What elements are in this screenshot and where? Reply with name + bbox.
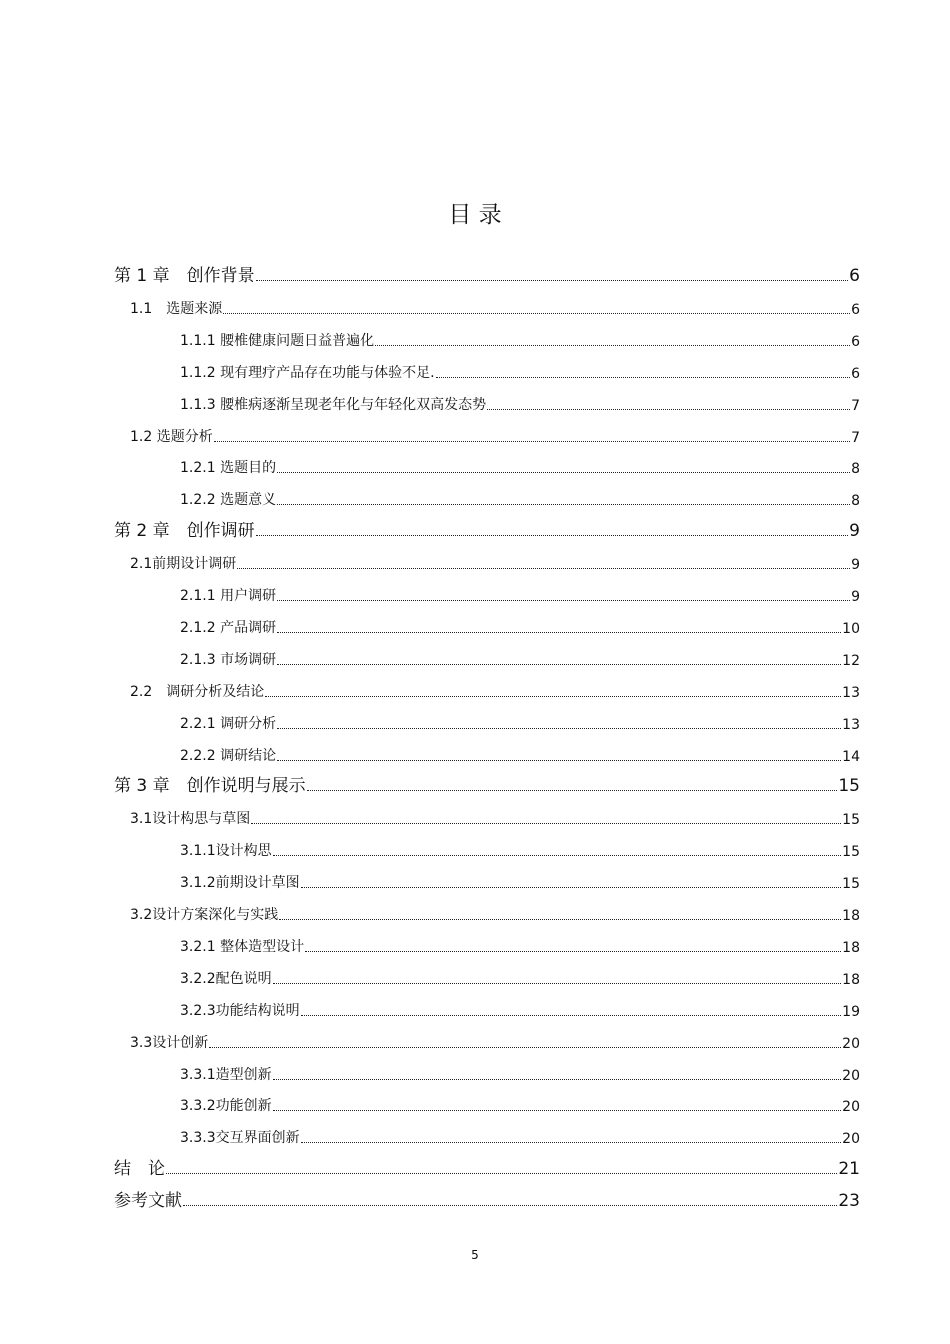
toc-entry[interactable] (180, 485, 860, 509)
toc-entry[interactable] (130, 294, 860, 318)
toc-entry[interactable] (180, 996, 860, 1020)
toc-entry-label: 结 论 (114, 1159, 165, 1180)
dot-leader (214, 427, 850, 442)
toc-entry-label: 2.1.3 市场调研 (180, 651, 277, 668)
toc-entry[interactable] (180, 868, 860, 892)
toc-entry-label: 3.2.1 整体造型设计 (180, 938, 305, 955)
dot-leader (375, 331, 850, 346)
dot-leader (436, 363, 851, 378)
toc-entry[interactable] (130, 549, 860, 573)
toc-entry[interactable] (114, 517, 860, 541)
toc-entry[interactable] (114, 1187, 860, 1211)
toc-entry-page: 19 (842, 1003, 860, 1020)
dot-leader (301, 1128, 842, 1143)
toc-title: 目 录 (448, 202, 502, 228)
toc-entry[interactable] (180, 1091, 860, 1115)
toc-entry[interactable] (130, 422, 860, 446)
toc-entry[interactable] (130, 677, 860, 701)
dot-leader (277, 746, 841, 761)
toc-entry-page: 20 (842, 1131, 860, 1148)
dot-leader (301, 1001, 842, 1016)
toc-entry-label: 2.1.1 用户调研 (180, 588, 277, 604)
toc-entry-page: 6 (849, 266, 860, 286)
toc-entry[interactable] (180, 709, 860, 733)
dot-leader (273, 1096, 842, 1111)
dot-leader (487, 395, 850, 410)
dot-leader (277, 714, 841, 729)
dot-leader (251, 809, 841, 824)
toc-entry-page: 7 (851, 397, 860, 414)
toc-entry[interactable] (114, 1155, 860, 1179)
toc-entry-page: 6 (851, 365, 860, 382)
toc-entry-page: 6 (851, 333, 860, 350)
toc-entry-label: 1.1.2 现有理疗产品存在功能与体验不足. (180, 364, 435, 381)
toc-entry-page: 20 (842, 1099, 860, 1116)
toc-entry-label: 3.3.3交互界面创新 (180, 1130, 300, 1147)
toc-entry[interactable] (130, 804, 860, 828)
toc-entry-label: 1.2.1 选题目的 (180, 460, 277, 477)
dot-leader (223, 299, 850, 314)
toc-entry-page: 18 (842, 939, 860, 956)
toc-entry-page: 15 (842, 876, 860, 893)
toc-entry[interactable] (180, 358, 860, 382)
dot-leader (279, 905, 841, 920)
toc-entry[interactable] (114, 772, 860, 796)
toc-entry-page: 15 (842, 812, 860, 829)
toc-entry-page: 15 (838, 776, 860, 797)
toc-entry-page: 21 (838, 1159, 860, 1180)
toc-entry-label: 1.1.1 腰椎健康问题日益普遍化 (180, 332, 375, 349)
dot-leader (273, 969, 842, 984)
toc-entry-page: 13 (842, 684, 860, 701)
toc-entry[interactable] (180, 836, 860, 860)
toc-entry-label: 3.3.1造型创新 (180, 1066, 272, 1083)
toc-entry-page: 9 (851, 557, 860, 574)
dot-leader (265, 682, 841, 697)
toc-entry-page: 12 (842, 652, 860, 669)
toc-entry-label: 1.2.2 选题意义 (180, 492, 277, 509)
toc-entry-label: 参考文献 (114, 1191, 182, 1212)
dot-leader (277, 618, 841, 633)
toc-entry[interactable] (180, 932, 860, 956)
dot-leader (273, 1065, 842, 1080)
toc-entry-label: 第 1 章 创作背景 (114, 266, 255, 286)
dot-leader (277, 650, 841, 665)
toc-entry[interactable] (180, 964, 860, 988)
toc-entry-page: 23 (838, 1191, 860, 1212)
toc-entry-page: 18 (842, 908, 860, 924)
dot-leader (307, 773, 838, 791)
toc-entry-label: 1.1 选题来源 (130, 300, 223, 317)
dot-leader (256, 263, 849, 281)
toc-entry-label: 第 2 章 创作调研 (114, 521, 255, 542)
toc-entry-label: 3.2.3功能结构说明 (180, 1002, 300, 1019)
toc-entry-label: 2.2.2 调研结论 (180, 747, 277, 764)
dot-leader (256, 518, 849, 536)
dot-leader (209, 1033, 841, 1048)
toc-entry-label: 2.1.2 产品调研 (180, 619, 277, 636)
toc-entry-page: 9 (851, 589, 860, 605)
toc-entry-page: 13 (842, 716, 860, 733)
toc-entry[interactable] (180, 326, 860, 350)
dot-leader (277, 458, 850, 473)
toc-entry-page: 20 (842, 1035, 860, 1052)
dot-leader (273, 841, 842, 856)
toc-entry[interactable] (180, 390, 860, 414)
toc-entry-page: 20 (842, 1067, 860, 1084)
toc-entry-page: 8 (851, 493, 860, 510)
toc-entry-label: 2.2 调研分析及结论 (130, 683, 265, 700)
toc-entry[interactable] (180, 581, 860, 605)
dot-leader (237, 554, 850, 569)
toc-entry-label: 3.2设计方案深化与实践 (130, 907, 279, 923)
toc-entry-label: 3.1.1设计构思 (180, 843, 272, 860)
toc-entry-page: 7 (851, 429, 860, 446)
toc-entry[interactable] (114, 262, 860, 286)
toc-entry-label: 3.3设计创新 (130, 1034, 209, 1051)
toc-entry-label: 1.2 选题分析 (130, 428, 213, 445)
toc-entry-label: 3.1设计构思与草图 (130, 811, 251, 828)
toc-entry[interactable] (180, 1060, 860, 1084)
dot-leader (277, 586, 850, 601)
toc-entry-label: 3.3.2功能创新 (180, 1098, 272, 1115)
toc-entry-label: 3.1.2前期设计草图 (180, 875, 300, 892)
toc-entry[interactable] (180, 645, 860, 669)
toc-entry[interactable] (180, 613, 860, 637)
dot-leader (277, 490, 850, 505)
dot-leader (301, 873, 842, 888)
toc-entry-page: 6 (851, 301, 860, 318)
toc-entry-label: 2.2.1 调研分析 (180, 715, 277, 732)
toc-entry-page: 10 (842, 620, 860, 637)
toc-entry-page: 18 (842, 971, 860, 988)
toc-entry-label: 第 3 章 创作说明与展示 (114, 776, 306, 797)
toc-entry-label: 2.1前期设计调研 (130, 556, 237, 573)
dot-leader (166, 1156, 837, 1174)
toc-entry[interactable] (130, 1028, 860, 1052)
toc-entry-page: 15 (842, 844, 860, 861)
toc-entry[interactable] (180, 453, 860, 477)
toc-entry-label: 1.1.3 腰椎病逐渐呈现老年化与年轻化双高发态势 (180, 396, 487, 413)
toc-entry[interactable] (180, 1123, 860, 1147)
toc-entry-page: 8 (851, 461, 860, 478)
toc-entry-page: 9 (849, 521, 860, 542)
toc-entry-page: 14 (842, 748, 860, 765)
page-number: 5 (471, 1248, 479, 1262)
toc-entry[interactable] (130, 900, 860, 924)
toc-entry-label: 3.2.2配色说明 (180, 970, 272, 987)
dot-leader (183, 1188, 837, 1206)
dot-leader (305, 937, 841, 952)
toc-entry[interactable] (180, 741, 860, 765)
